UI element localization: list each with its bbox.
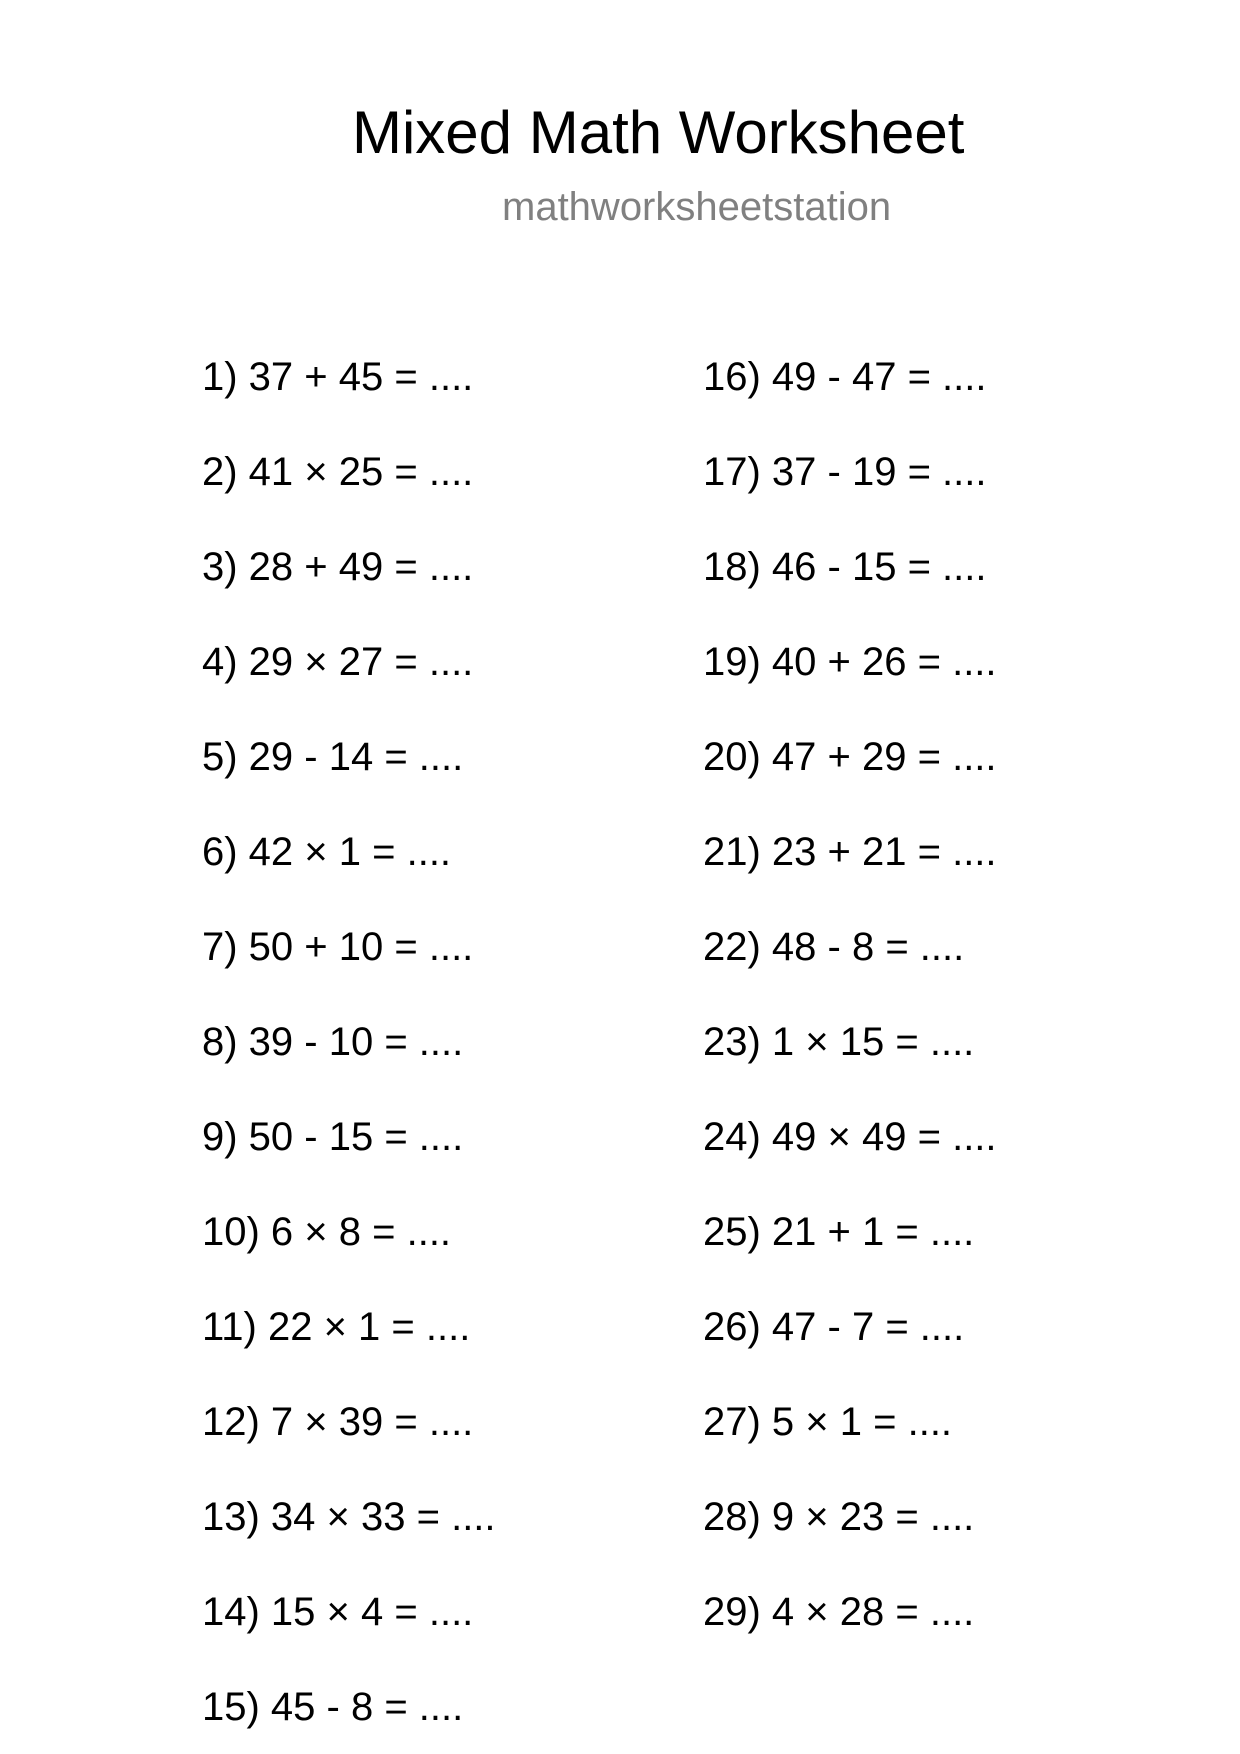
problem-2: 2) 41 × 25 = .... xyxy=(202,450,474,494)
problem-9: 9) 50 - 15 = .... xyxy=(202,1115,464,1159)
problem-19: 19) 40 + 26 = .... xyxy=(703,640,997,684)
worksheet-title: Mixed Math Worksheet xyxy=(352,99,965,166)
problem-22: 22) 48 - 8 = .... xyxy=(703,925,965,969)
problem-29: 29) 4 × 28 = .... xyxy=(703,1590,975,1634)
problem-21: 21) 23 + 21 = .... xyxy=(703,830,997,874)
problem-4: 4) 29 × 27 = .... xyxy=(202,640,474,684)
problem-8: 8) 39 - 10 = .... xyxy=(202,1020,464,1064)
problem-5: 5) 29 - 14 = .... xyxy=(202,735,464,779)
problem-11: 11) 22 × 1 = .... xyxy=(202,1305,471,1349)
problem-20: 20) 47 + 29 = .... xyxy=(703,735,997,779)
worksheet-source: mathworksheetstation xyxy=(502,185,892,229)
problem-1: 1) 37 + 45 = .... xyxy=(202,355,474,399)
problem-16: 16) 49 - 47 = .... xyxy=(703,355,987,399)
problem-12: 12) 7 × 39 = .... xyxy=(202,1400,474,1444)
problem-15: 15) 45 - 8 = .... xyxy=(202,1685,464,1729)
problem-23: 23) 1 × 15 = .... xyxy=(703,1020,975,1064)
problem-13: 13) 34 × 33 = .... xyxy=(202,1495,496,1539)
problem-3: 3) 28 + 49 = .... xyxy=(202,545,474,589)
problem-25: 25) 21 + 1 = .... xyxy=(703,1210,975,1254)
problem-17: 17) 37 - 19 = .... xyxy=(703,450,987,494)
problem-28: 28) 9 × 23 = .... xyxy=(703,1495,975,1539)
problem-26: 26) 47 - 7 = .... xyxy=(703,1305,965,1349)
problem-27: 27) 5 × 1 = .... xyxy=(703,1400,953,1444)
problem-18: 18) 46 - 15 = .... xyxy=(703,545,987,589)
problem-10: 10) 6 × 8 = .... xyxy=(202,1210,452,1254)
problem-24: 24) 49 × 49 = .... xyxy=(703,1115,997,1159)
problem-14: 14) 15 × 4 = .... xyxy=(202,1590,474,1634)
problem-7: 7) 50 + 10 = .... xyxy=(202,925,474,969)
problem-6: 6) 42 × 1 = .... xyxy=(202,830,452,874)
